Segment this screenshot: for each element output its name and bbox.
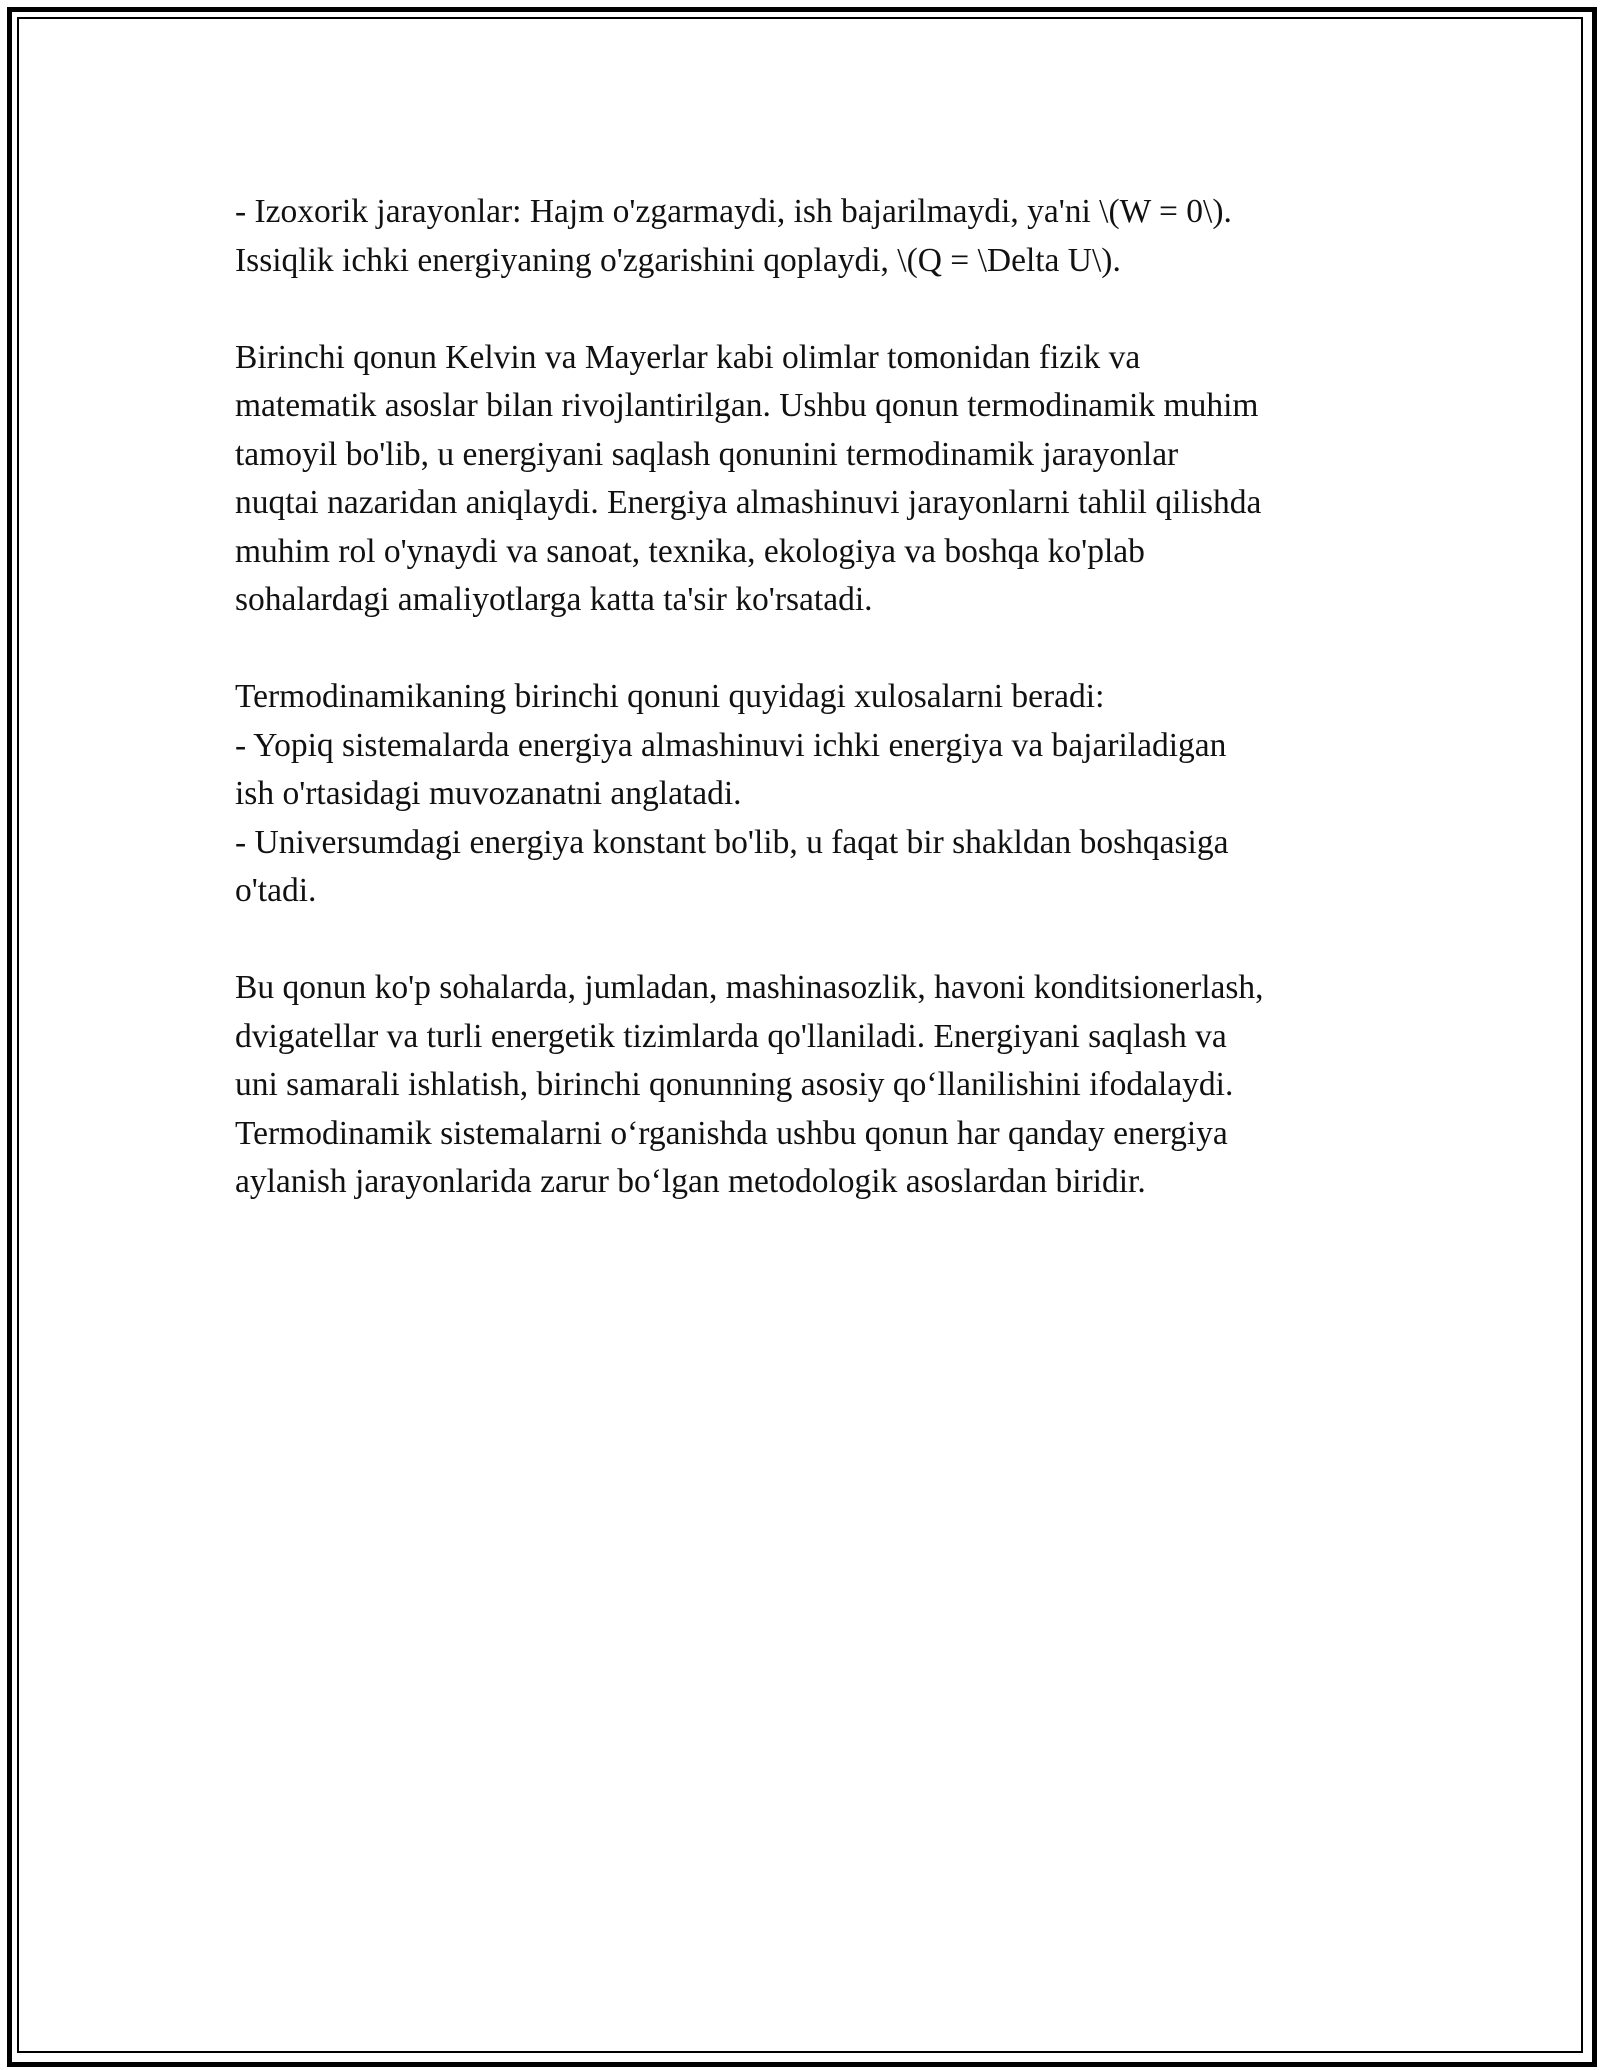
text-line: tamoyil bo'lib, u energiyani saqlash qonunini termodinamik jarayonlar xyxy=(235,435,1179,473)
paragraph-conclusions xyxy=(235,673,1385,916)
text-line: - Yopiq sistemalarda energiya almashinuvi ichki energiya va bajariladigan xyxy=(235,726,1227,764)
text-line: ish o'rtasidagi muvozanatni anglatadi. xyxy=(235,775,742,812)
paragraph-first-law-history xyxy=(235,334,1385,625)
text-line: Issiqlik ichki energiyaning o'zgarishini qoplaydi, \(Q = \Delta U\). xyxy=(235,241,1121,279)
text-line: o'tadi. xyxy=(235,872,317,909)
text-line: nuqtai nazaridan aniqlaydi. Energiya almashinuvi jarayonlarni tahlil qilishda xyxy=(235,484,1262,521)
text-line: - Izoxorik jarayonlar: Hajm o'zgarmaydi, ish bajarilmaydi, ya'ni \(W = 0\). xyxy=(235,193,1232,230)
text-line: dvigatellar va turli energetik tizimlarda qo'llaniladi. Energiyani saqlash va xyxy=(235,1017,1227,1055)
text-line: Termodinamikaning birinchi qonuni quyidagi xulosalarni beradi: xyxy=(235,678,1105,715)
text-line: Birinchi qonun Kelvin va Mayerlar kabi olimlar tomonidan fizik va xyxy=(235,338,1141,376)
text-line: muhim rol o'ynaydi va sanoat, texnika, ekologiya va boshqa ko'plab xyxy=(235,532,1145,570)
paragraph-isochoric-process xyxy=(235,188,1385,285)
text-line: - Universumdagi energiya konstant bo'lib, u faqat bir shakldan boshqasiga xyxy=(235,823,1229,861)
text-line: matematik asoslar bilan rivojlantirilgan. Ushbu qonun termodinamik muhim xyxy=(235,387,1259,424)
paragraph-applications xyxy=(235,964,1385,1207)
text-line: Termodinamik sistemalarni o‘rganishda ushbu qonun har qanday energiya xyxy=(235,1114,1228,1152)
text-line: sohalardagi amaliyotlarga katta ta'sir ko'rsatadi. xyxy=(235,581,873,618)
text-line: uni samarali ishlatish, birinchi qonunning asosiy qo‘llanilishini ifodalaydi. xyxy=(235,1066,1234,1103)
text-line: Bu qonun ko'p sohalarda, jumladan, mashinasozlik, havoni konditsionerlash, xyxy=(235,969,1264,1006)
document-body xyxy=(235,188,1385,1207)
text-line: aylanish jarayonlarida zarur bo‘lgan metodologik asoslardan biridir. xyxy=(235,1163,1146,1200)
